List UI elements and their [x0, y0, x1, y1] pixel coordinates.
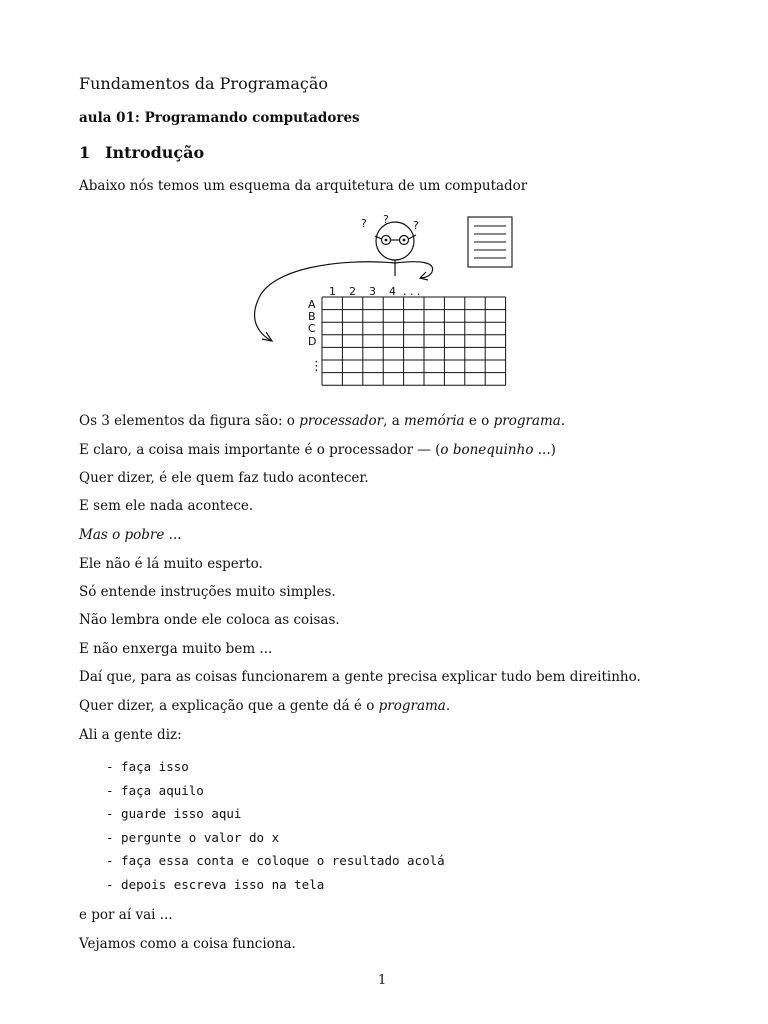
instruction-list — [106, 759, 445, 901]
list-item: - faça essa conta e coloque o resultado acolá — [106, 853, 445, 869]
program-sheet — [468, 217, 512, 267]
row-label: C — [308, 322, 316, 335]
list-item: - faça isso — [106, 759, 189, 774]
list-item: - guarde isso aqui — [106, 806, 242, 822]
list-item: - depois escreva isso na tela — [106, 876, 325, 892]
section-heading — [79, 143, 204, 162]
list-item: - faça aquilo — [106, 782, 204, 798]
memory-column-labels — [329, 285, 420, 298]
column-label: 1 — [329, 285, 336, 298]
question-mark: ? — [383, 213, 389, 226]
row-label: A — [308, 298, 316, 311]
row-label: D — [308, 335, 317, 348]
document-title: Fundamentos da Programação — [79, 74, 328, 93]
question-mark: ? — [413, 219, 419, 232]
page-number: 1 — [378, 973, 387, 988]
column-label: 2 — [349, 285, 356, 298]
section-number: 1 — [79, 143, 91, 162]
column-label: 4 — [389, 285, 396, 298]
arm-arrow — [255, 262, 395, 341]
arrow-head — [420, 272, 428, 280]
section-title: Introdução — [105, 143, 205, 162]
paragraph: Ali a gente diz: — [79, 727, 182, 743]
arm-arrow — [395, 262, 433, 278]
memory-row-labels — [308, 298, 323, 374]
question-mark: ? — [361, 217, 367, 230]
paragraph: Quer dizer, é ele quem faz tudo acontecer. — [79, 470, 369, 486]
paragraph: E sem ele nada acontece. — [79, 498, 254, 514]
paragraph: e por aí vai ... — [79, 907, 173, 923]
paragraph: Ele não é lá muito esperto. — [79, 556, 263, 572]
column-label: 3 — [369, 285, 376, 298]
paragraph: E claro, a coisa mais importante é o processador — (o bonequinho ...) — [79, 442, 556, 458]
paragraph: Os 3 elementos da figura são: o processador, a memória e o programa. — [79, 413, 566, 429]
row-label: B — [308, 310, 316, 323]
column-label: . . . — [403, 285, 421, 298]
list-item: - pergunte o valor do x — [106, 829, 280, 845]
arrow-head — [262, 332, 272, 341]
intro-paragraph: Abaixo nós temos um esquema da arquitetura de um computador — [79, 178, 528, 194]
term-processador: processador — [299, 413, 384, 429]
paragraph: Mas o pobre ... — [79, 527, 182, 543]
paragraph: Vejamos como a coisa funciona. — [79, 936, 296, 952]
term-memoria: memória — [404, 413, 465, 429]
paragraph: Só entende instruções muito simples. — [79, 584, 336, 600]
paragraph: Não lembra onde ele coloca as coisas. — [79, 612, 340, 628]
row-ellipsis: ⋮ — [310, 359, 323, 374]
paragraph: E não enxerga muito bem ... — [79, 641, 273, 657]
lecture-title: aula 01: Programando computadores — [79, 110, 360, 126]
architecture-figure — [250, 208, 520, 393]
paragraph: Daí que, para as coisas funcionarem a gente precisa explicar tudo bem direitinho. — [79, 669, 641, 685]
paragraph: Quer dizer, a explicação que a gente dá é o programa. — [79, 698, 451, 714]
memory-grid — [322, 297, 506, 385]
term-programa: programa — [493, 413, 561, 429]
